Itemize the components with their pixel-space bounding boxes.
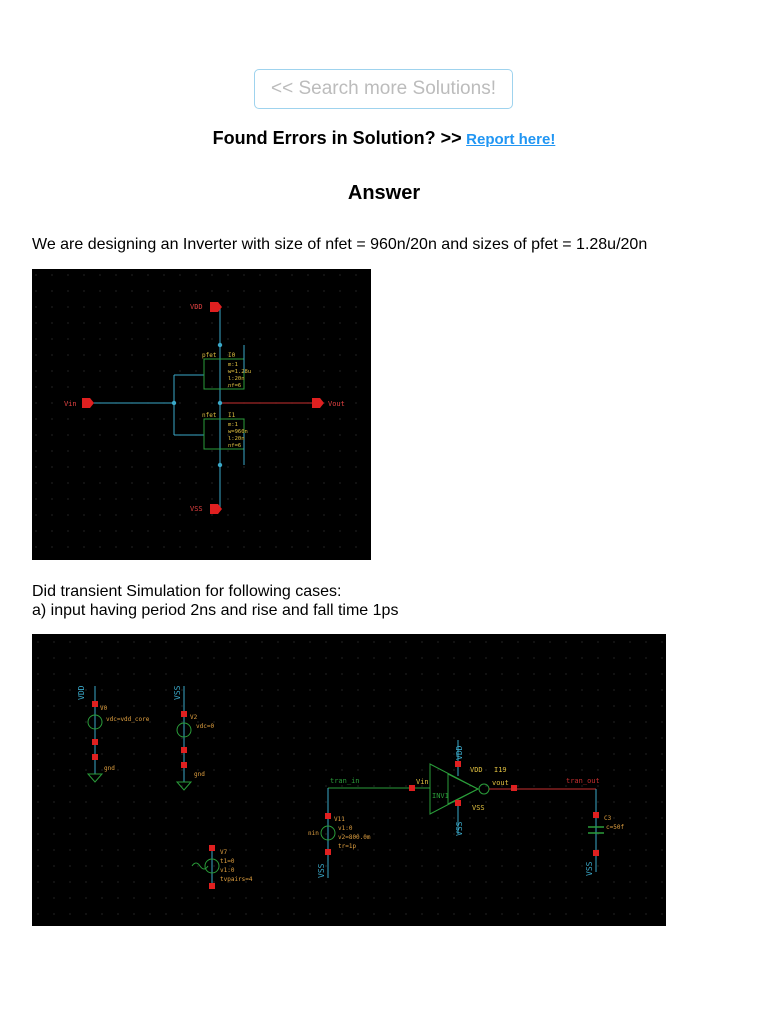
v0-vdd-label: VDD [77, 685, 86, 700]
inv-vdd-pin-label: VDD [470, 766, 483, 774]
report-here-link[interactable]: Report here! [466, 131, 556, 148]
v2-vss-label: VSS [173, 685, 182, 700]
answer-heading: Answer [347, 182, 421, 204]
nfet-nf-label: nf=6 [228, 443, 242, 449]
intro-text: We are designing an Inverter with size of nfet = 960n/20n and sizes of pfet = 1.28u/20n [32, 236, 648, 253]
pfet-l-label: l:20n [228, 376, 245, 382]
vss-pin-label: VSS [190, 505, 203, 513]
v11-p2-label: v2=800.0m [338, 834, 371, 841]
v2-gnd-label: gnd [194, 771, 205, 778]
c3-vss-label: VSS [585, 861, 594, 876]
nfet-name-label: I1 [228, 412, 236, 419]
v11-side-label: nin [308, 830, 319, 837]
inv-vin-label: Vin [416, 778, 429, 786]
found-errors-line [0, 128, 768, 149]
c3-name-label: C3 [604, 815, 612, 822]
inv-vout-label: vout [492, 779, 509, 787]
c3-param-label: c=50f [606, 824, 625, 831]
inv-name-label: INV1 [432, 792, 449, 800]
nfet-type-label: nfet [202, 412, 217, 419]
transient-text-line1: Did transient Simulation for following cases: [32, 583, 342, 600]
inv-vss-rail-label: VSS [455, 821, 464, 836]
vdd-pin-label: VDD [190, 303, 203, 311]
inverter-schematic-image [32, 269, 371, 560]
tran-out-label: tran_out [566, 777, 600, 785]
vin-pin-label: Vin [64, 400, 77, 408]
v7-name-label: V7 [220, 849, 228, 856]
tran-in-label: tran_in [330, 777, 360, 785]
v0-gnd-label: gnd [104, 765, 115, 772]
v11-name-label: V11 [334, 816, 345, 823]
vout-pin-label: Vout [328, 400, 345, 408]
v0-name-label: V0 [100, 705, 108, 712]
transient-text-line2: a) input having period 2ns and rise and fall time 1ps [32, 602, 399, 619]
v7-p3-label: tvpairs=4 [220, 876, 253, 883]
inv-vdd-rail-label: VDD [455, 745, 464, 760]
pfet-nf-label: nf=6 [228, 383, 242, 389]
v0-param-label: vdc=vdd_core [106, 716, 150, 723]
v7-p1-label: t1=0 [220, 858, 235, 865]
nfet-w-label: w=960n [228, 429, 248, 435]
inv-instance-label: I19 [494, 766, 507, 774]
v7-p2-label: v1:0 [220, 867, 235, 874]
v2-param-label: vdc=0 [196, 723, 215, 730]
found-errors-question: Found Errors in Solution? >> [212, 128, 462, 148]
pfet-name-label: I0 [228, 352, 236, 359]
v11-vss-label: VSS [317, 863, 326, 878]
search-more-solutions-button[interactable]: << Search more Solutions! [254, 69, 513, 109]
v2-name-label: V2 [190, 714, 198, 721]
testbench-schematic-image [32, 634, 666, 926]
nfet-m-label: m:1 [228, 422, 238, 428]
inv-vss-pin-label: VSS [472, 804, 485, 812]
v11-p3-label: tr=1p [338, 843, 357, 850]
v11-p1-label: v1:0 [338, 825, 353, 832]
pfet-w-label: w=1.28u [228, 369, 252, 375]
pfet-type-label: pfet [202, 352, 217, 359]
nfet-l-label: l:20n [228, 436, 245, 442]
pfet-m-label: m:1 [228, 362, 238, 368]
